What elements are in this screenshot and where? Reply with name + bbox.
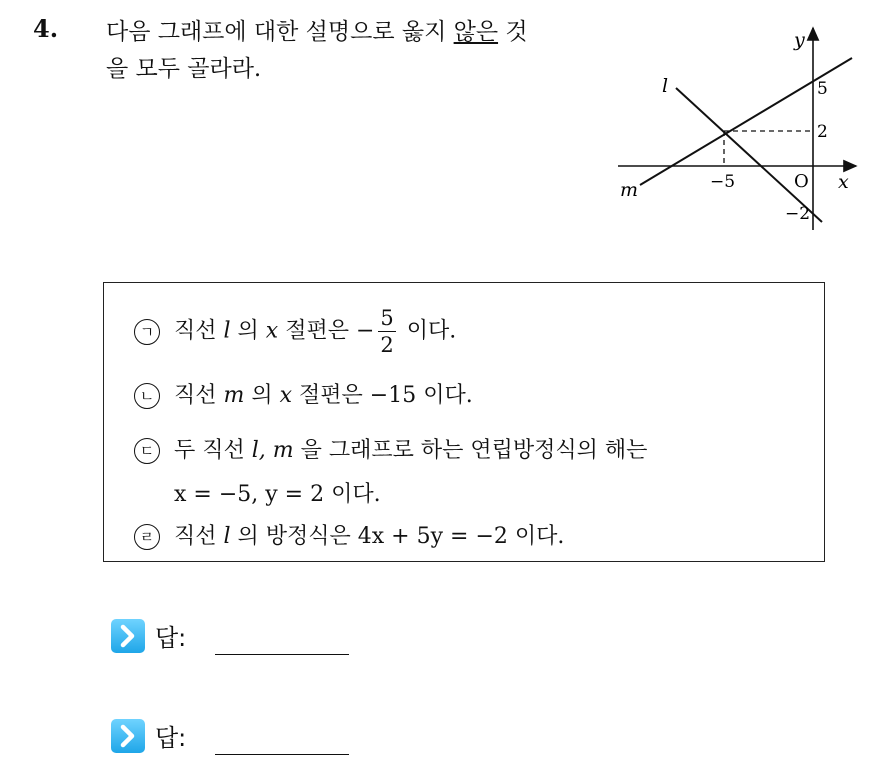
question-line2: 을 모두 골라라. — [106, 56, 262, 82]
answer-label: 답: — [155, 724, 187, 752]
option-2-mark: ㄴ — [134, 383, 160, 409]
line-l — [676, 88, 822, 222]
option-3-text-a: 두 직선 — [174, 438, 252, 463]
option-1-var: l — [223, 318, 231, 344]
line-l-label: l — [662, 75, 669, 97]
fraction-denominator: 2 — [380, 333, 394, 357]
option-3-continuation: x = −5, y = 2 이다. — [174, 482, 381, 507]
chevron-right-icon — [111, 619, 145, 653]
answer-input-line[interactable] — [215, 754, 349, 755]
origin-label: O — [794, 171, 809, 192]
option-2-var: m — [223, 383, 245, 408]
question-line1-after: 것 — [498, 19, 528, 45]
question-line1-before: 다음 그래프에 대한 설명으로 옳지 — [106, 19, 454, 45]
option-2-text-b: 의 — [244, 383, 280, 408]
option-1-fraction — [378, 305, 395, 358]
fraction-numerator: 5 — [380, 306, 394, 330]
option-1-text-c: 절편은 − — [278, 318, 375, 344]
option-2-text-a: 직선 — [174, 383, 224, 408]
tick-label-x-neg5: −5 — [710, 172, 736, 192]
option-2 — [134, 378, 473, 409]
y-axis-label: y — [794, 29, 805, 51]
option-4-mark: ㄹ — [134, 524, 160, 550]
option-4-text-a: 직선 — [174, 524, 224, 549]
answer-label: 답: — [155, 624, 187, 652]
option-1-mark: ㄱ — [134, 319, 160, 345]
option-1 — [134, 305, 456, 358]
answer-row-1 — [111, 618, 186, 653]
option-1-text-d: 이다. — [399, 318, 457, 344]
chevron-right-icon — [111, 719, 145, 753]
x-axis-label: x — [838, 171, 849, 193]
tick-label-y-neg2: −2 — [785, 204, 811, 224]
coordinate-graph — [610, 20, 880, 245]
tick-label-y-5: 5 — [817, 79, 828, 99]
option-4-text-b: 의 방정식은 4x + 5y = −2 이다. — [230, 524, 565, 549]
line-m-label: m — [620, 179, 639, 201]
answer-input-line[interactable] — [215, 654, 349, 655]
option-1-var2: x — [265, 318, 279, 344]
option-4-var: l — [223, 524, 231, 549]
tick-label-y-2: 2 — [817, 122, 828, 142]
option-3-var: l, m — [251, 438, 294, 463]
question-underlined-word: 않은 — [453, 19, 499, 45]
option-3 — [134, 433, 647, 464]
question-number: 4. — [33, 14, 59, 43]
option-2-var2: x — [279, 383, 293, 408]
option-1-text-b: 의 — [230, 318, 266, 344]
answer-row-2 — [111, 718, 186, 753]
option-4 — [134, 519, 564, 550]
question-text — [106, 14, 606, 88]
option-2-text-c: 절편은 −15 이다. — [292, 383, 473, 408]
options-box — [103, 282, 825, 562]
option-3-text-b: 을 그래프로 하는 연립방정식의 해는 — [293, 438, 648, 463]
option-1-text-a: 직선 — [174, 318, 224, 344]
option-3-mark: ㄷ — [134, 438, 160, 464]
